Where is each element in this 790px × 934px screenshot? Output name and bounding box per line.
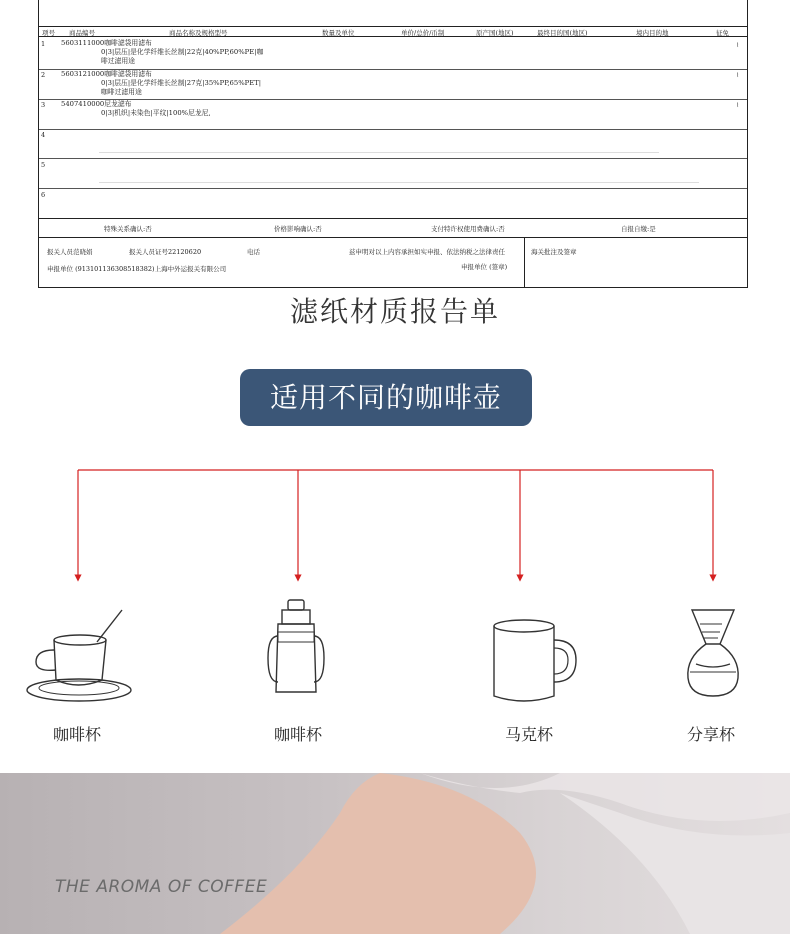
special-relation: 特殊关系确认:否 bbox=[104, 225, 152, 233]
col-header-dest: 最终目的国(地区) bbox=[537, 29, 588, 37]
row-number: 6 bbox=[41, 191, 46, 199]
declarant: 报关人员范晓娟 bbox=[47, 248, 93, 256]
row-number: 1 bbox=[41, 40, 46, 48]
section-title-pill: 适用不同的咖啡壶 bbox=[240, 369, 532, 426]
col-header-exempt: 征免 bbox=[716, 29, 729, 37]
row-line: 5603111000咖啡滤袋用滤布 bbox=[61, 39, 152, 47]
row-line: 0|3|层压|是化学纤维长丝制|27克|35%PP,65%PET| bbox=[101, 79, 262, 87]
item-label-mug: 马克杯 bbox=[504, 725, 553, 744]
col-header-price: 单价/总价/币制 bbox=[401, 29, 445, 37]
row-line: 咖啡过滤用途 bbox=[101, 88, 142, 96]
col-header-origin: 原产国(地区) bbox=[476, 29, 514, 37]
col-header-name: 商品名称及规格型号 bbox=[169, 29, 228, 37]
row-number: 2 bbox=[41, 71, 46, 79]
coffee-thermos-icon bbox=[262, 596, 332, 700]
item-label-coffee-cup: 咖啡杯 bbox=[52, 725, 101, 744]
declaring-seal: 申报单位 (签章) bbox=[461, 263, 508, 271]
row-line: 5407410000尼龙滤布 bbox=[61, 100, 132, 108]
col-header-no: 项号 bbox=[42, 29, 55, 37]
row-line: 0|3|机织|未染色|平纹|100%尼龙尼, bbox=[101, 109, 211, 117]
row-line: 5603121000咖啡滤袋用滤布 bbox=[61, 70, 152, 78]
item-label-chemex: 分享杯 bbox=[686, 725, 735, 744]
price-influence: 价格影响确认:否 bbox=[274, 225, 322, 233]
customs-note: 海关批注及签章 bbox=[531, 248, 577, 256]
royalty: 支付特许权使用费确认:否 bbox=[431, 225, 505, 233]
mug-icon bbox=[488, 616, 582, 708]
row-number: 5 bbox=[41, 161, 46, 169]
tagline: THE AROMA OF COFFEE bbox=[55, 877, 268, 897]
row-number: 3 bbox=[41, 101, 46, 109]
row-number: 4 bbox=[41, 131, 46, 139]
document-caption: 滤纸材质报告单 bbox=[289, 295, 500, 328]
hand-shape bbox=[0, 773, 790, 934]
edge-mark: ⌇ bbox=[736, 72, 739, 79]
declarant-cert: 报关人员证号22120620 bbox=[129, 248, 202, 256]
phone-label: 电话 bbox=[247, 248, 260, 256]
row-line: 啡过滤用途 bbox=[101, 57, 135, 65]
row-line: 0|3|层压|是化学纤维长丝制|22克|40%PP,60%PE|咖 bbox=[101, 48, 264, 56]
item-label-thermos: 咖啡杯 bbox=[273, 725, 322, 744]
declaring-unit: 申报单位 (913101136308518382)上海中外运报关有限公司 bbox=[47, 265, 227, 273]
edge-mark: ⌇ bbox=[736, 102, 739, 109]
self-report: 自报自缴:是 bbox=[621, 225, 656, 233]
chemex-icon bbox=[682, 604, 744, 700]
col-header-code: 商品编号 bbox=[69, 29, 95, 37]
statement: 兹申明对以上内容承担如实申报、依法纳税之法律责任 bbox=[349, 248, 505, 256]
hand-photo-banner bbox=[0, 773, 790, 934]
col-header-domestic: 境内目的地 bbox=[636, 29, 669, 37]
col-header-qty: 数量及单位 bbox=[322, 29, 355, 37]
edge-mark: ⌇ bbox=[736, 42, 739, 49]
coffee-cup-icon bbox=[22, 606, 136, 706]
